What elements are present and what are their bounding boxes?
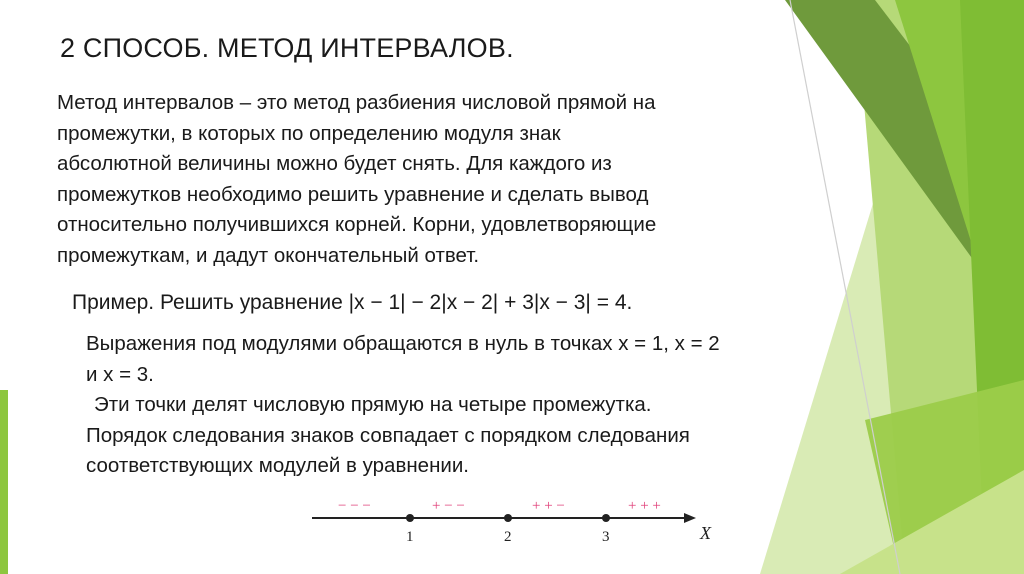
explanation-block xyxy=(86,329,906,482)
point-marker-1 xyxy=(406,514,414,522)
point-marker-3 xyxy=(602,514,610,522)
paragraph-line: относительно получившихся корней. Корни, удовлетворяющие xyxy=(57,213,657,236)
axis-label-x: X xyxy=(700,523,711,543)
sign-group-interval-1: − − − xyxy=(338,498,371,514)
paragraph-line: абсолютной величины можно будет снять. Для каждого из xyxy=(57,152,612,175)
note-line: соответствующих модулей в уравнении. xyxy=(86,454,469,477)
point-label-2: 2 xyxy=(504,529,512,545)
paragraph-line: промежутков необходимо решить уравнение и сделать вывод xyxy=(57,182,649,206)
example-equation: Пример. Решить уравнение |x − 1| − 2|x − 2| + 3|x − 3| = 4. xyxy=(72,291,633,314)
point-label-1: 1 xyxy=(406,529,414,545)
sign-group-interval-2: + − − xyxy=(432,498,465,514)
definition-paragraph xyxy=(57,88,817,271)
point-marker-2 xyxy=(504,514,512,522)
sign-group-interval-3: + + − xyxy=(532,498,565,514)
paragraph-line: промежуткам, и дадут окончательный ответ. xyxy=(57,243,480,267)
paragraph-line: промежутки, в которых по определению модуля знак xyxy=(57,121,561,145)
sign-group-interval-4: + + + xyxy=(628,498,661,514)
note-line: и x = 3. xyxy=(86,362,154,386)
note-line: Порядок следования знаков совпадает с порядком следования xyxy=(86,423,690,447)
point-label-3: 3 xyxy=(602,529,610,545)
number-line-diagram xyxy=(310,492,730,554)
note-line: Выражения под модулями обращаются в нуль в точках x = 1, x = 2 xyxy=(86,332,720,355)
number-line-arrowhead xyxy=(684,513,696,523)
note-line: Эти точки делят числовую прямую на четыре промежутка. xyxy=(94,393,652,416)
deco-left-bar xyxy=(0,390,8,574)
paragraph-line: Метод интервалов – это метод разбиения числовой прямой на xyxy=(57,91,656,114)
slide-title: 2 СПОСОБ. МЕТОД ИНТЕРВАЛОВ. xyxy=(60,33,514,63)
